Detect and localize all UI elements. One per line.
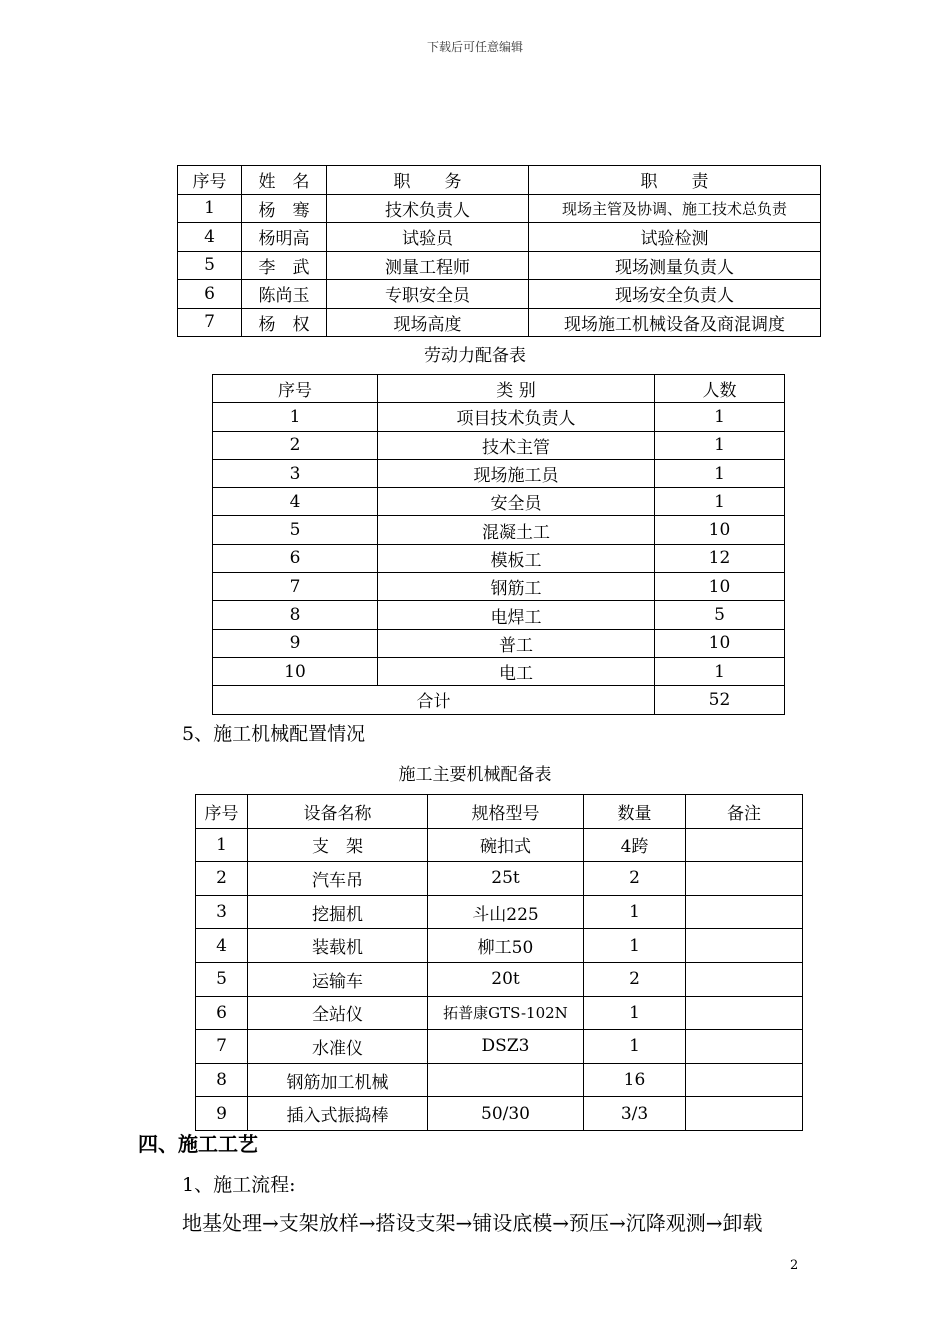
table-cell: 技术主管 <box>378 431 655 459</box>
table-cell: 插入式振捣棒 <box>248 1097 428 1131</box>
table-cell: 4 <box>178 223 242 252</box>
construction-flow-text: 地基处理→支架放样→搭设支架→铺设底模→预压→沉降观测→卸载 <box>182 1211 763 1235</box>
section-4-heading: 四、施工工艺 <box>138 1132 258 1156</box>
table-cell: 杨明高 <box>242 223 327 252</box>
labor-table-caption: 劳动力配备表 <box>424 346 526 366</box>
table-row <box>213 488 785 516</box>
table-cell <box>686 862 803 896</box>
table-cell <box>686 962 803 996</box>
table-cell <box>686 1097 803 1131</box>
table-cell: 8 <box>213 601 378 629</box>
table-cell <box>686 996 803 1030</box>
table-cell: 2 <box>584 962 686 996</box>
table-row <box>213 657 785 685</box>
table-cell <box>686 828 803 862</box>
table-cell: 电焊工 <box>378 601 655 629</box>
table-cell: 6 <box>213 544 378 572</box>
total-value: 52 <box>655 686 785 714</box>
table-cell: 9 <box>213 629 378 657</box>
table-cell <box>686 1030 803 1064</box>
table-row <box>196 895 803 929</box>
table-cell: 运输车 <box>248 962 428 996</box>
table-cell: 现场主管及协调、施工技术总负责 <box>529 194 821 223</box>
table-cell: 技术负责人 <box>327 194 529 223</box>
table-row <box>213 431 785 459</box>
table-cell: 1 <box>655 431 785 459</box>
table-row <box>213 403 785 431</box>
table-cell: 1 <box>655 657 785 685</box>
table-cell: 支 架 <box>248 828 428 862</box>
header-cell: 序号 <box>196 795 248 829</box>
table-cell: 25t <box>428 862 584 896</box>
header-cell: 类 别 <box>378 375 655 403</box>
table-cell: 测量工程师 <box>327 251 529 280</box>
table-row <box>178 223 821 252</box>
header-cell: 数量 <box>584 795 686 829</box>
table-row <box>178 194 821 223</box>
table-cell: 4 <box>196 929 248 963</box>
table-cell: 5 <box>655 601 785 629</box>
table-cell: 1 <box>178 194 242 223</box>
table-cell <box>686 1063 803 1097</box>
page-number: 2 <box>790 1258 799 1273</box>
table-header-row <box>213 375 785 403</box>
table-cell: 现场施工员 <box>378 459 655 487</box>
table-cell: 6 <box>196 996 248 1030</box>
table-cell: 1 <box>584 895 686 929</box>
table-cell: 柳工50 <box>428 929 584 963</box>
table-row <box>213 629 785 657</box>
table-cell: 汽车吊 <box>248 862 428 896</box>
table-cell: 水准仪 <box>248 1030 428 1064</box>
header-cell: 职 务 <box>327 166 529 195</box>
table-cell: 8 <box>196 1063 248 1097</box>
section-5-heading: 5、施工机械配置情况 <box>182 723 366 745</box>
table-row <box>196 1030 803 1064</box>
table-row <box>196 862 803 896</box>
table-header-row <box>196 795 803 829</box>
table-row <box>196 996 803 1030</box>
table-cell: 12 <box>655 544 785 572</box>
table-cell: 10 <box>655 516 785 544</box>
labor-table <box>212 374 785 715</box>
table-cell: 现场高度 <box>327 308 529 337</box>
table-cell: 3/3 <box>584 1097 686 1131</box>
table-cell: 全站仪 <box>248 996 428 1030</box>
table-cell: 电工 <box>378 657 655 685</box>
table-cell: 钢筋工 <box>378 573 655 601</box>
header-cell: 备注 <box>686 795 803 829</box>
table-cell: 杨 骞 <box>242 194 327 223</box>
table-cell: 模板工 <box>378 544 655 572</box>
table-cell: 装载机 <box>248 929 428 963</box>
table-cell: 5 <box>213 516 378 544</box>
table-cell: DSZ3 <box>428 1030 584 1064</box>
table-row <box>178 308 821 337</box>
table-cell: 20t <box>428 962 584 996</box>
header-cell: 人数 <box>655 375 785 403</box>
table-row <box>178 251 821 280</box>
table-cell: 钢筋加工机械 <box>248 1063 428 1097</box>
table-cell: 碗扣式 <box>428 828 584 862</box>
table-cell: 普工 <box>378 629 655 657</box>
table-cell: 试验员 <box>327 223 529 252</box>
table-cell: 3 <box>196 895 248 929</box>
table-row <box>213 601 785 629</box>
header-cell: 规格型号 <box>428 795 584 829</box>
table-cell <box>686 895 803 929</box>
table-cell: 2 <box>196 862 248 896</box>
table-cell: 1 <box>584 929 686 963</box>
table-cell: 斗山225 <box>428 895 584 929</box>
header-note: 下载后可任意编辑 <box>426 40 523 54</box>
table-cell: 拓普康GTS-102N <box>428 996 584 1030</box>
table-row <box>213 459 785 487</box>
table-cell: 7 <box>213 573 378 601</box>
table-cell: 5 <box>196 962 248 996</box>
table-row <box>213 573 785 601</box>
table-cell: 1 <box>655 488 785 516</box>
header-cell: 职 责 <box>529 166 821 195</box>
table-cell: 杨 权 <box>242 308 327 337</box>
table-row <box>196 828 803 862</box>
table-row <box>213 516 785 544</box>
table-cell: 陈尚玉 <box>242 280 327 309</box>
header-cell: 姓 名 <box>242 166 327 195</box>
staff-table <box>177 165 821 337</box>
table-row <box>196 962 803 996</box>
table-cell: 7 <box>178 308 242 337</box>
table-cell: 安全员 <box>378 488 655 516</box>
table-cell: 1 <box>655 403 785 431</box>
table-cell: 10 <box>655 629 785 657</box>
table-cell: 3 <box>213 459 378 487</box>
table-cell: 16 <box>584 1063 686 1097</box>
table-cell: 50/30 <box>428 1097 584 1131</box>
table-cell: 现场安全负责人 <box>529 280 821 309</box>
table-cell: 1 <box>584 1030 686 1064</box>
table-cell: 李 武 <box>242 251 327 280</box>
table-cell <box>686 929 803 963</box>
subsection-1-heading: 1、施工流程: <box>182 1174 296 1196</box>
table-cell: 9 <box>196 1097 248 1131</box>
table-row <box>178 280 821 309</box>
table-cell: 1 <box>213 403 378 431</box>
table-cell: 7 <box>196 1030 248 1064</box>
table-row <box>196 929 803 963</box>
table-cell: 项目技术负责人 <box>378 403 655 431</box>
table-row <box>196 1097 803 1131</box>
table-cell: 5 <box>178 251 242 280</box>
table-cell: 6 <box>178 280 242 309</box>
table-cell: 现场施工机械设备及商混调度 <box>529 308 821 337</box>
table-cell: 2 <box>213 431 378 459</box>
table-cell: 2 <box>584 862 686 896</box>
table-cell: 4 <box>213 488 378 516</box>
machine-table-caption: 施工主要机械配备表 <box>398 765 552 785</box>
table-cell: 试验检测 <box>529 223 821 252</box>
total-row <box>213 686 785 714</box>
machine-table <box>195 794 803 1131</box>
table-row <box>213 544 785 572</box>
table-cell: 1 <box>655 459 785 487</box>
table-cell: 现场测量负责人 <box>529 251 821 280</box>
table-cell <box>428 1063 584 1097</box>
header-cell: 序号 <box>213 375 378 403</box>
header-cell: 序号 <box>178 166 242 195</box>
table-row <box>196 1063 803 1097</box>
total-label: 合计 <box>213 686 655 714</box>
table-cell: 1 <box>196 828 248 862</box>
table-cell: 1 <box>584 996 686 1030</box>
table-cell: 10 <box>655 573 785 601</box>
table-cell: 专职安全员 <box>327 280 529 309</box>
table-header-row <box>178 166 821 195</box>
table-cell: 10 <box>213 657 378 685</box>
table-cell: 4跨 <box>584 828 686 862</box>
table-cell: 挖掘机 <box>248 895 428 929</box>
header-cell: 设备名称 <box>248 795 428 829</box>
table-cell: 混凝土工 <box>378 516 655 544</box>
